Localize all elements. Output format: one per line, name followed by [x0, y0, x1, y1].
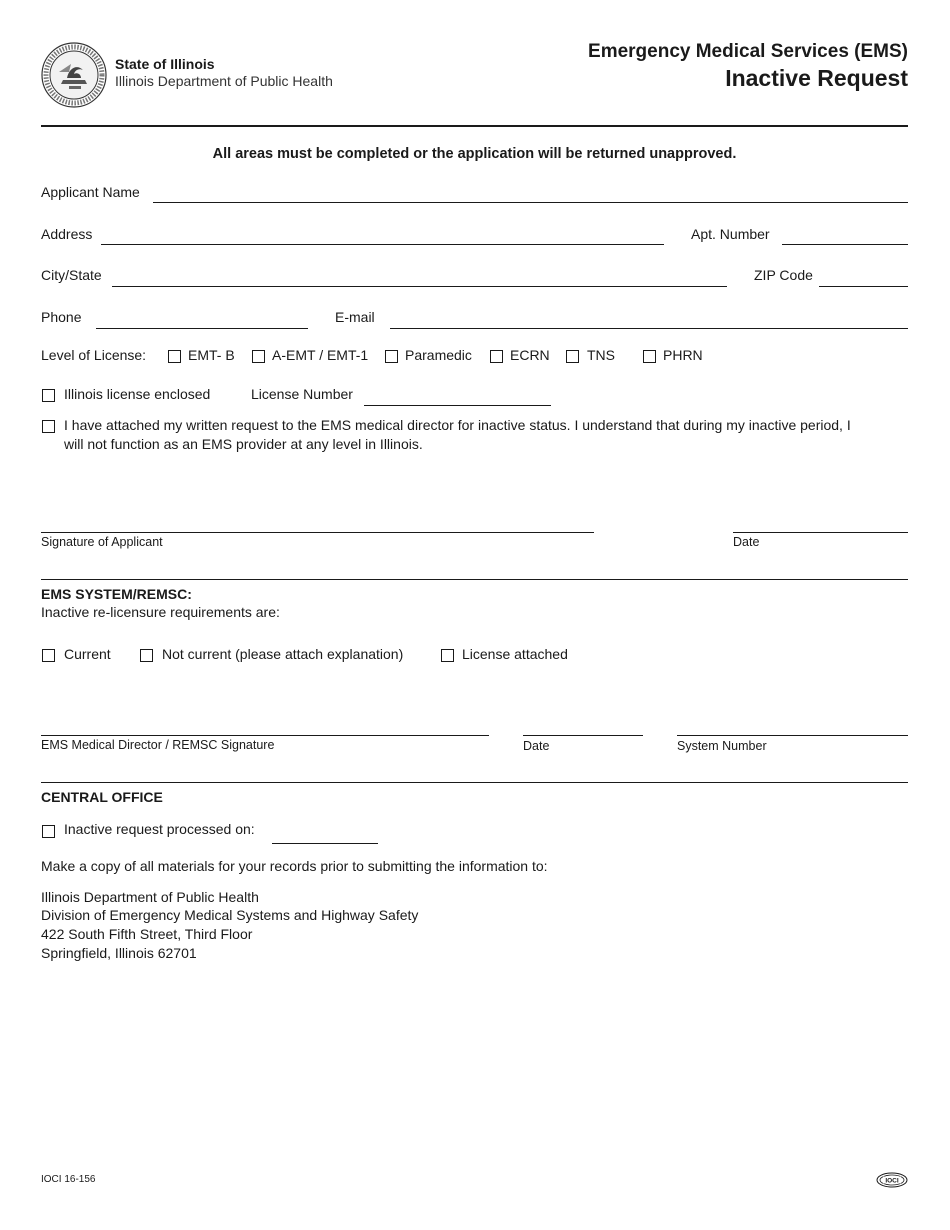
zip-code-field[interactable] — [819, 286, 908, 287]
attestation-text-line2: will not function as an EMS provider at any level in Illinois. — [64, 436, 423, 452]
license-paramedic-checkbox[interactable] — [385, 350, 398, 363]
ems-director-signature-label: EMS Medical Director / REMSC Signature — [41, 738, 275, 752]
attestation-text-line1: I have attached my written request to the EMS medical director for inactive status. I understand that during my inactive period, I — [64, 417, 851, 433]
address-field[interactable] — [101, 244, 664, 245]
ems-system-subheading: Inactive re-licensure requirements are: — [41, 604, 280, 620]
system-number-field[interactable] — [677, 735, 908, 736]
ems-director-signature-field[interactable] — [41, 735, 489, 736]
form-title-line2: Inactive Request — [725, 65, 908, 91]
ems-date-field[interactable] — [523, 735, 643, 736]
ems-not-current-label: Not current (please attach explanation) — [162, 646, 404, 662]
apt-number-field[interactable] — [782, 244, 908, 245]
ems-date-label: Date — [523, 739, 550, 753]
header-divider — [41, 125, 908, 127]
email-label: E-mail — [335, 309, 375, 325]
mailing-address-line: Division of Emergency Medical Systems and Highway Safety — [41, 907, 419, 923]
license-ecrn-checkbox[interactable] — [490, 350, 503, 363]
license-aemt-label: A-EMT / EMT-1 — [272, 347, 369, 363]
completion-notice: All areas must be completed or the application will be returned unapproved. — [212, 146, 737, 162]
ems-system-heading: EMS SYSTEM/REMSC: — [41, 586, 192, 602]
license-enclosed-label: Illinois license enclosed — [64, 386, 211, 402]
license-level-label: Level of License: — [41, 347, 147, 363]
license-emt-b-label: EMT- B — [188, 347, 235, 363]
license-phrn-label: PHRN — [663, 347, 703, 363]
mailing-address-line: Illinois Department of Public Health — [41, 889, 259, 905]
request-processed-date-field[interactable] — [272, 843, 378, 844]
license-paramedic-label: Paramedic — [405, 347, 472, 363]
license-aemt-checkbox[interactable] — [252, 350, 265, 363]
apt-number-label: Apt. Number — [691, 226, 770, 242]
department-name: Illinois Department of Public Health — [115, 73, 333, 89]
applicant-date-field[interactable] — [733, 532, 908, 533]
license-ecrn-label: ECRN — [510, 347, 550, 363]
phone-field[interactable] — [96, 328, 308, 329]
ems-license-attached-label: License attached — [462, 646, 568, 662]
attestation-checkbox[interactable] — [42, 420, 55, 433]
applicant-date-label: Date — [733, 535, 760, 549]
ioci-logo — [876, 1172, 908, 1188]
applicant-name-field[interactable] — [153, 202, 908, 203]
applicant-signature-label: Signature of Applicant — [41, 535, 163, 549]
form-title-line1: Emergency Medical Services (EMS) — [588, 41, 908, 62]
license-number-label: License Number — [251, 386, 353, 402]
request-processed-checkbox[interactable] — [42, 825, 55, 838]
applicant-signature-field[interactable] — [41, 532, 594, 533]
license-emt-b-checkbox[interactable] — [168, 350, 181, 363]
ems-not-current-checkbox[interactable] — [140, 649, 153, 662]
license-phrn-checkbox[interactable] — [643, 350, 656, 363]
form-code: IOCI 16-156 — [41, 1174, 96, 1185]
mailing-address-line: Springfield, Illinois 62701 — [41, 945, 197, 961]
section-divider-central — [41, 782, 908, 783]
phone-label: Phone — [41, 309, 82, 325]
city-state-field[interactable] — [112, 286, 727, 287]
ems-current-label: Current — [64, 646, 111, 662]
license-tns-checkbox[interactable] — [566, 350, 579, 363]
state-name: State of Illinois — [115, 56, 215, 72]
section-divider-ems — [41, 579, 908, 580]
city-state-label: City/State — [41, 267, 102, 283]
ems-current-checkbox[interactable] — [42, 649, 55, 662]
applicant-name-label: Applicant Name — [41, 184, 140, 200]
request-processed-label: Inactive request processed on: — [64, 821, 255, 837]
svg-text:IOCI: IOCI — [885, 1177, 899, 1185]
email-field[interactable] — [390, 328, 908, 329]
state-seal-logo — [41, 42, 107, 108]
zip-code-label: ZIP Code — [754, 267, 813, 283]
address-label: Address — [41, 226, 93, 242]
system-number-label: System Number — [677, 739, 767, 753]
mailing-address-line: 422 South Fifth Street, Third Floor — [41, 926, 253, 942]
central-office-heading: CENTRAL OFFICE — [41, 789, 163, 805]
license-tns-label: TNS — [587, 347, 615, 363]
license-number-field[interactable] — [364, 405, 551, 406]
copy-instruction: Make a copy of all materials for your records prior to submitting the information to: — [41, 858, 548, 874]
ems-license-attached-checkbox[interactable] — [441, 649, 454, 662]
license-enclosed-checkbox[interactable] — [42, 389, 55, 402]
